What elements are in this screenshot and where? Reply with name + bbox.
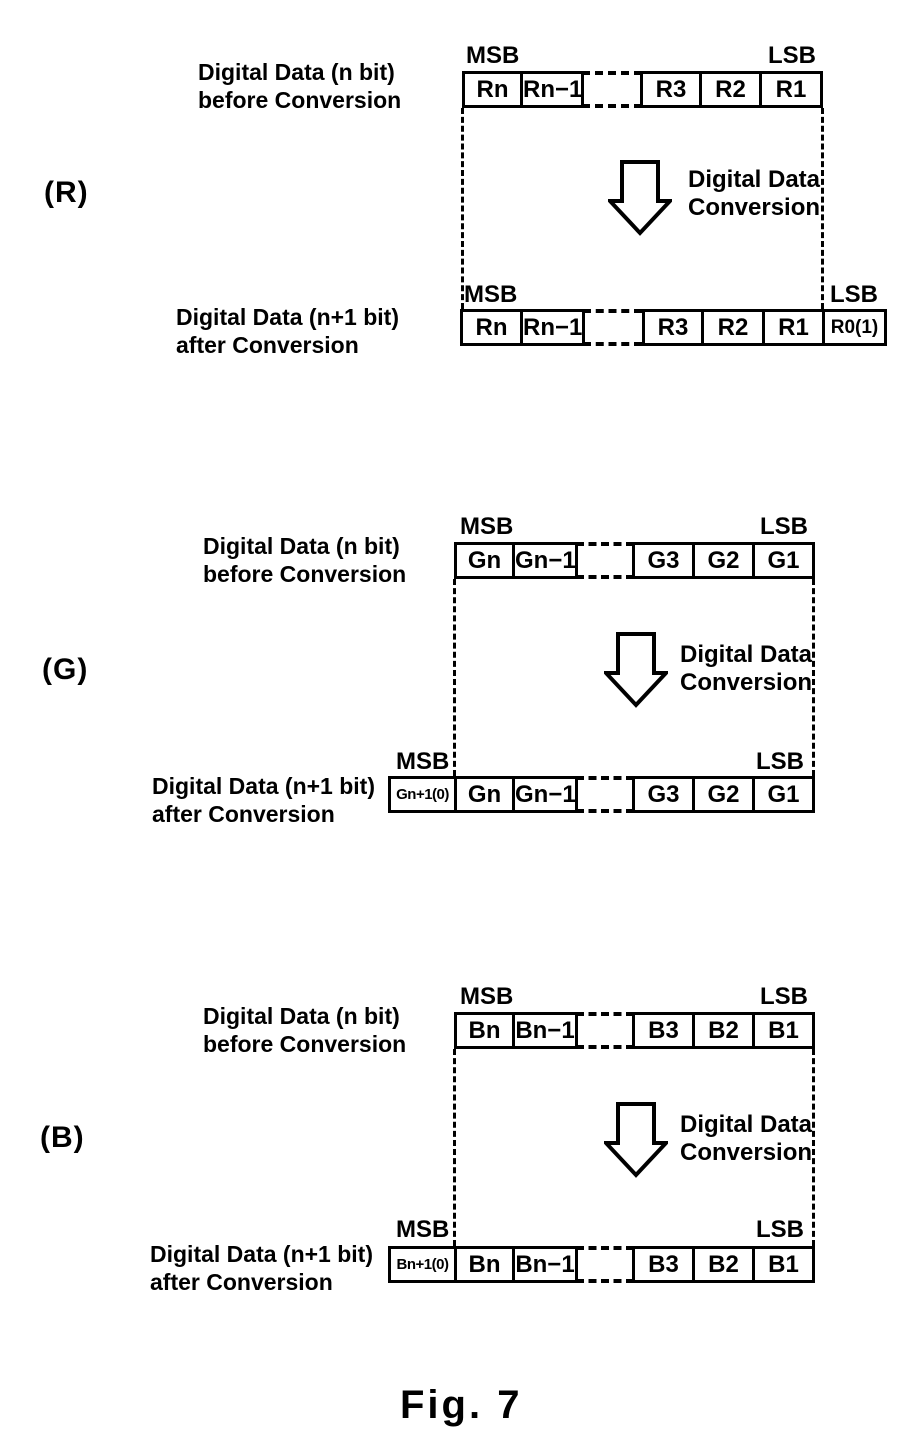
arrow-label-line2: Conversion [680, 669, 813, 696]
bit-cell: Gn [454, 776, 515, 813]
after-label-line2: after Conversion [176, 332, 359, 358]
conversion-arrow-label [680, 1111, 812, 1167]
lsb-label: LSB [760, 983, 808, 1010]
down-arrow-icon [608, 160, 672, 236]
before-label-line2: before Conversion [203, 561, 407, 587]
bit-cell: Bn−1 [512, 1012, 578, 1049]
after-label-line1: Digital Data (n+1 bit) [176, 304, 399, 330]
register-before-r [0, 71, 909, 108]
lsb-label: LSB [756, 748, 804, 775]
arrow-label-line1: Digital Data [680, 1111, 813, 1138]
lsb-label: LSB [760, 513, 808, 540]
before-label-line1: Digital Data (n bit) [203, 1003, 400, 1029]
down-arrow-icon [604, 1102, 668, 1178]
bit-cell: B1 [752, 1246, 815, 1283]
bit-gap [576, 1246, 634, 1283]
bit-gap [582, 71, 642, 108]
bit-cell: B3 [632, 1012, 695, 1049]
lsb-label: LSB [830, 281, 878, 308]
bit-cell: R3 [642, 309, 704, 346]
section-g [0, 510, 909, 840]
bit-cell: R2 [699, 71, 762, 108]
dashed-connector-right [812, 1049, 815, 1246]
bit-cell: G2 [692, 776, 755, 813]
bit-cell: Gn−1 [512, 542, 578, 579]
arrow-label-line1: Digital Data [680, 641, 813, 668]
bit-cell: R2 [701, 309, 765, 346]
channel-g-label: (G) [42, 653, 89, 686]
bit-cell: Bn [454, 1012, 515, 1049]
bit-cell-added-msb: Gn+1(0) [388, 776, 457, 813]
bit-cell: G1 [752, 542, 815, 579]
register-after-b [0, 1246, 909, 1283]
conversion-arrow-label [688, 166, 820, 222]
dashed-connector-left [453, 1049, 456, 1246]
after-label-line1: Digital Data (n+1 bit) [150, 1241, 373, 1267]
channel-b-label: (B) [40, 1121, 85, 1154]
arrow-label-line1: Digital Data [688, 166, 821, 193]
before-label-line1: Digital Data (n bit) [198, 59, 395, 85]
bit-cell: G3 [632, 542, 695, 579]
before-label-line2: before Conversion [198, 87, 402, 113]
channel-r-label: (R) [44, 176, 89, 209]
before-label-line2: before Conversion [203, 1031, 407, 1057]
before-label-line1: Digital Data (n bit) [203, 533, 400, 559]
bit-gap [576, 542, 634, 579]
bit-cell-added-lsb: R0(1) [822, 309, 887, 346]
bit-cell: B2 [692, 1012, 755, 1049]
msb-label: MSB [396, 1216, 450, 1243]
bit-cell-added-msb: Bn+1(0) [388, 1246, 457, 1283]
bit-cell: R1 [762, 309, 825, 346]
conversion-arrow-label [680, 641, 812, 697]
dashed-connector-left [453, 579, 456, 776]
register-after-r [0, 309, 909, 346]
msb-label: MSB [460, 983, 514, 1010]
msb-label: MSB [460, 513, 514, 540]
figure-caption: Fig. 7 [400, 1383, 523, 1427]
bit-cell: Rn [462, 71, 523, 108]
bit-cell: Gn [454, 542, 515, 579]
lsb-label: LSB [756, 1216, 804, 1243]
lsb-label: LSB [768, 42, 816, 69]
bit-cell: Gn−1 [512, 776, 578, 813]
bit-gap [583, 309, 642, 346]
bit-cell: B3 [632, 1246, 695, 1283]
dashed-connector-right [821, 108, 824, 309]
after-label-line2: after Conversion [150, 1269, 333, 1295]
bit-cell: G3 [632, 776, 695, 813]
dashed-connector-right [812, 579, 815, 776]
section-r [0, 40, 909, 370]
bit-cell: Bn [454, 1246, 515, 1283]
register-after-g [0, 776, 909, 813]
msb-label: MSB [396, 748, 450, 775]
bit-cell: R3 [640, 71, 702, 108]
dashed-connector-left [461, 108, 464, 309]
arrow-label-line2: Conversion [680, 1139, 813, 1166]
after-label-line1: Digital Data (n+1 bit) [152, 773, 375, 799]
bit-cell: B2 [692, 1246, 755, 1283]
bit-gap [576, 776, 634, 813]
arrow-label-line2: Conversion [688, 194, 821, 221]
bit-cell: G1 [752, 776, 815, 813]
bit-cell: Rn−1 [520, 309, 585, 346]
msb-label: MSB [464, 281, 518, 308]
bit-cell: R1 [759, 71, 823, 108]
down-arrow-icon [604, 632, 668, 708]
after-label-line2: after Conversion [152, 801, 335, 827]
bit-cell: Rn [460, 309, 523, 346]
bit-cell: Rn−1 [520, 71, 584, 108]
bit-cell: Bn−1 [512, 1246, 578, 1283]
section-b [0, 980, 909, 1310]
bit-cell: B1 [752, 1012, 815, 1049]
register-before-b [0, 1012, 909, 1049]
bit-gap [576, 1012, 634, 1049]
msb-label: MSB [466, 42, 520, 69]
bit-cell: G2 [692, 542, 755, 579]
register-before-g [0, 542, 909, 579]
